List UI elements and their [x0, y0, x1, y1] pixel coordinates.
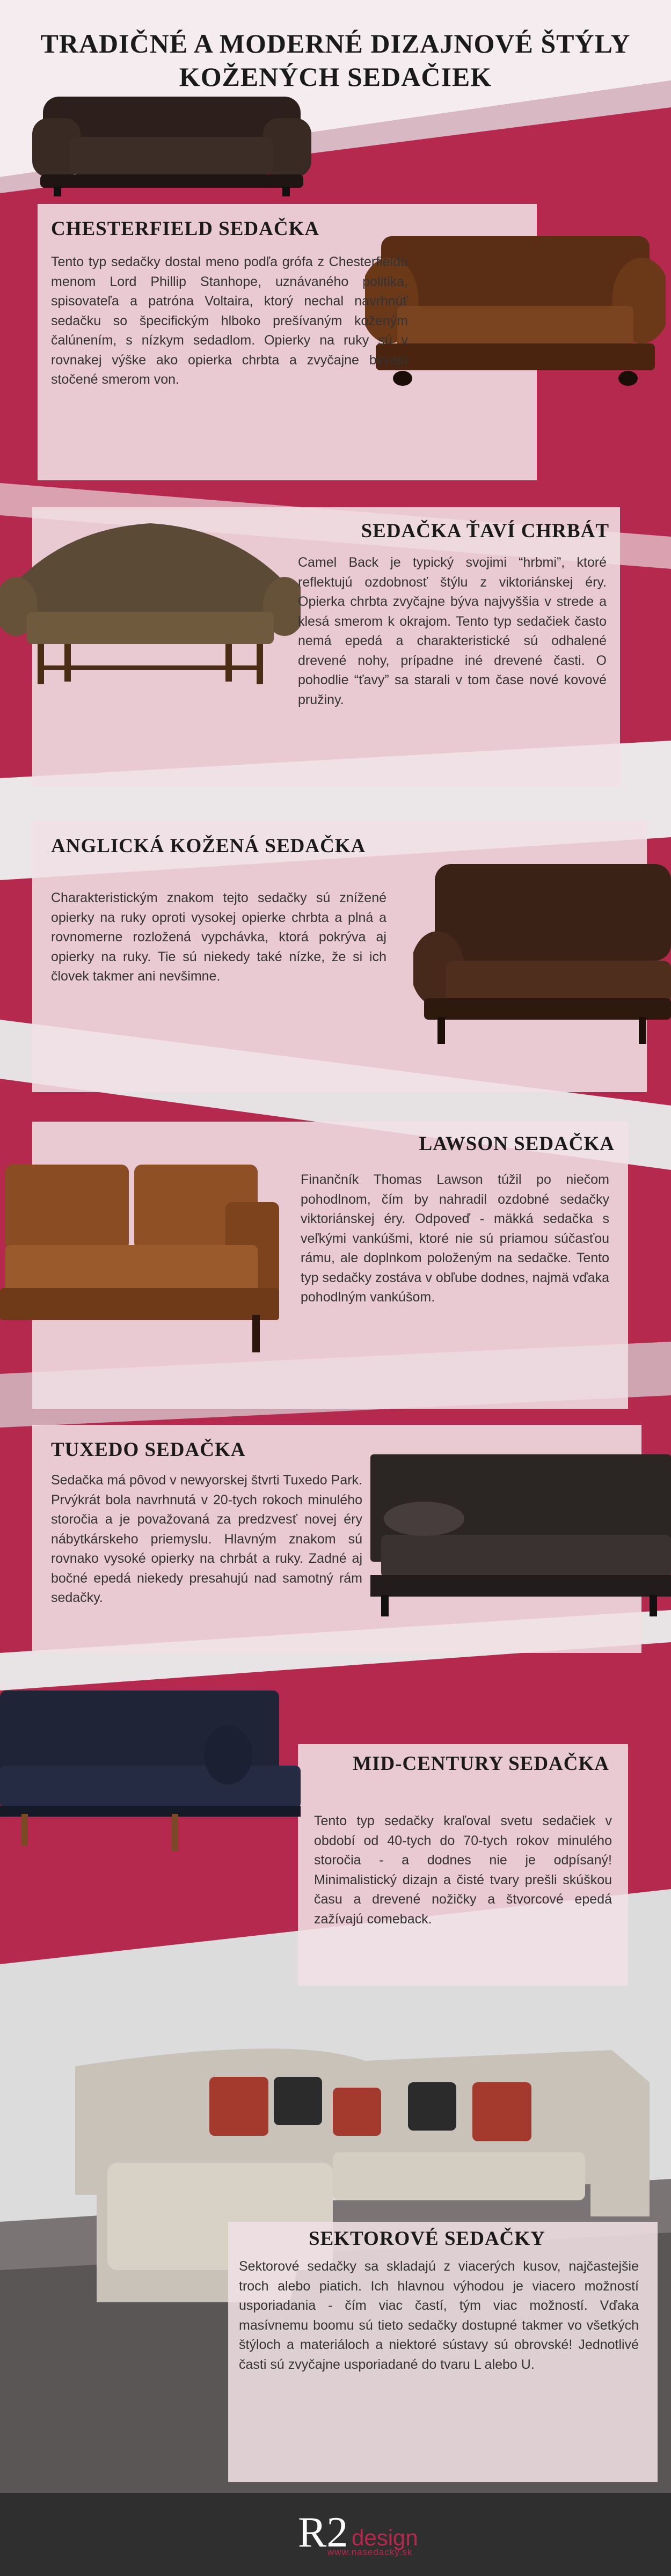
lawson-sofa-image [0, 1154, 290, 1379]
header-sofa-image [32, 86, 311, 199]
page-title: TRADIČNÉ A MODERNÉ DIZAJNOVÉ ŠTÝLY KOŽENÝCH SEDAČIEK [40, 28, 631, 92]
section-title-mid-century: MID-CENTURY SEDAČKA [353, 1753, 609, 1775]
section-text-camel-back: Camel Back je typický svojimi “hrbmi”, ktoré reflektujú ozdobnosť štýlu z viktoriánskej éry. Opierka chrbta zvyčajne býva najvyššia v strede a klesá smerom k okrajom. Tento typ sedačiek často nemá epedá a charakteristické sú odhalené drevené nohy, prípadne iné drevené časti. O pohodlie “ťavy” sa starali v tom čase nové kovové pružiny. [298, 555, 607, 707]
section-title-chesterfield: CHESTERFIELD SEDAČKA [51, 218, 320, 240]
section-title-tuxedo: TUXEDO SEDAČKA [51, 1439, 246, 1461]
section-text-sectional: Sektorové sedačky sa skladajú z viacerých kusov, najčastejšie troch alebo piatich. Ich hlavnou výhodou je viacero možností usporiadania - čím viac častí, tým viac možností. Vďaka masívnemu boomu sú tieto sedačky dostupné takmer vo všetkých štýloch a materiáloch a niektoré sústavy sú obrovské! Jednotlivé časti sú zvyčajne usporiadané do tvaru L alebo U. [239, 2259, 639, 2372]
svg-text:design: design [352, 2525, 418, 2550]
section-title-english: ANGLICKÁ KOŽENÁ SEDAČKA [51, 835, 366, 857]
header [0, 27, 671, 93]
website-link[interactable]: www.nasedacky.sk [327, 2547, 413, 2557]
chesterfield-sofa-image [365, 215, 666, 392]
english-sofa-image [413, 853, 671, 1052]
camel-back-sofa-image [0, 513, 301, 690]
section-text-chesterfield: Tento typ sedačky dostal meno podľa grófa z Chesterfieldu menom Lord Phillip Stanhope, uznávaného politika, spisovateľa a patróna Voltaira, ktorý nechal navrhnúť sedačku so špecifickým hlboko prešívaným koženým čalúnením, s nízkym sedadlom. Opierky na ruky sú v rovnakej výške ako opierka chrbta a zvyčajne bývajú stočené smerom von. [51, 254, 408, 387]
section-title-lawson: LAWSON SEDAČKA [419, 1133, 615, 1155]
section-text-english: Charakteristickým znakom tejto sedačky sú znížené opierky na ruky oproti vysokej opierke chrbta a plná a rovnomerne rozložená vypchávka, ktorá pokrýva aj opierky na ruky. Tie sú niekedy také nízke, že si ich človek takmer ani nevšimne. [51, 890, 386, 984]
svg-text:R2: R2 [298, 2509, 348, 2556]
section-text-mid-century: Tento typ sedačky kraľoval svetu sedačiek v období od 40-tych do 70-tych rokov minulého storočia - a dodnes nie je odpísaný! Minimalistický dizajn a čisté tvary prešli skúškou času a drevené nožičky a štvorcové epedá zažívajú comeback. [314, 1813, 612, 1927]
section-title-sectional: SEKTOROVÉ SEDAČKY [309, 2228, 545, 2250]
section-text-lawson: Finančník Thomas Lawson túžil po niečom pohodlnom, čím by nahradil ozdobné sedačky viktoriánskej éry. Odpoveď - mäkká sedačka s veľkými vankúšmi, ktoré nie sú priamou súčasťou rámu, ale doplnkom položeným na sedačke. Tento typ sedačky zostáva v obľube dodnes, najmä vďaka pohodlným vankúšom. [301, 1172, 609, 1305]
section-text-tuxedo: Sedačka má pôvod v newyorskej štvrti Tuxedo Park. Prvýkrát bola navrhnutá v 20-tych rokoch minulého storočia a je považovaná za predzvesť novej éry nábytkárskeho priemyslu. Hlavným znakom sú rovnako vysoké opierky na chrbát a ruky. Zadné aj bočné epedá niekedy presahujú nad samotný rám sedačky. [51, 1473, 362, 1605]
section-title-camel-back: SEDAČKA ŤAVÍ CHRBÁT [361, 520, 609, 542]
tuxedo-sofa-image [370, 1454, 671, 1621]
r2-design-logo [287, 2504, 421, 2568]
mid-century-sofa-image [0, 1685, 301, 1857]
